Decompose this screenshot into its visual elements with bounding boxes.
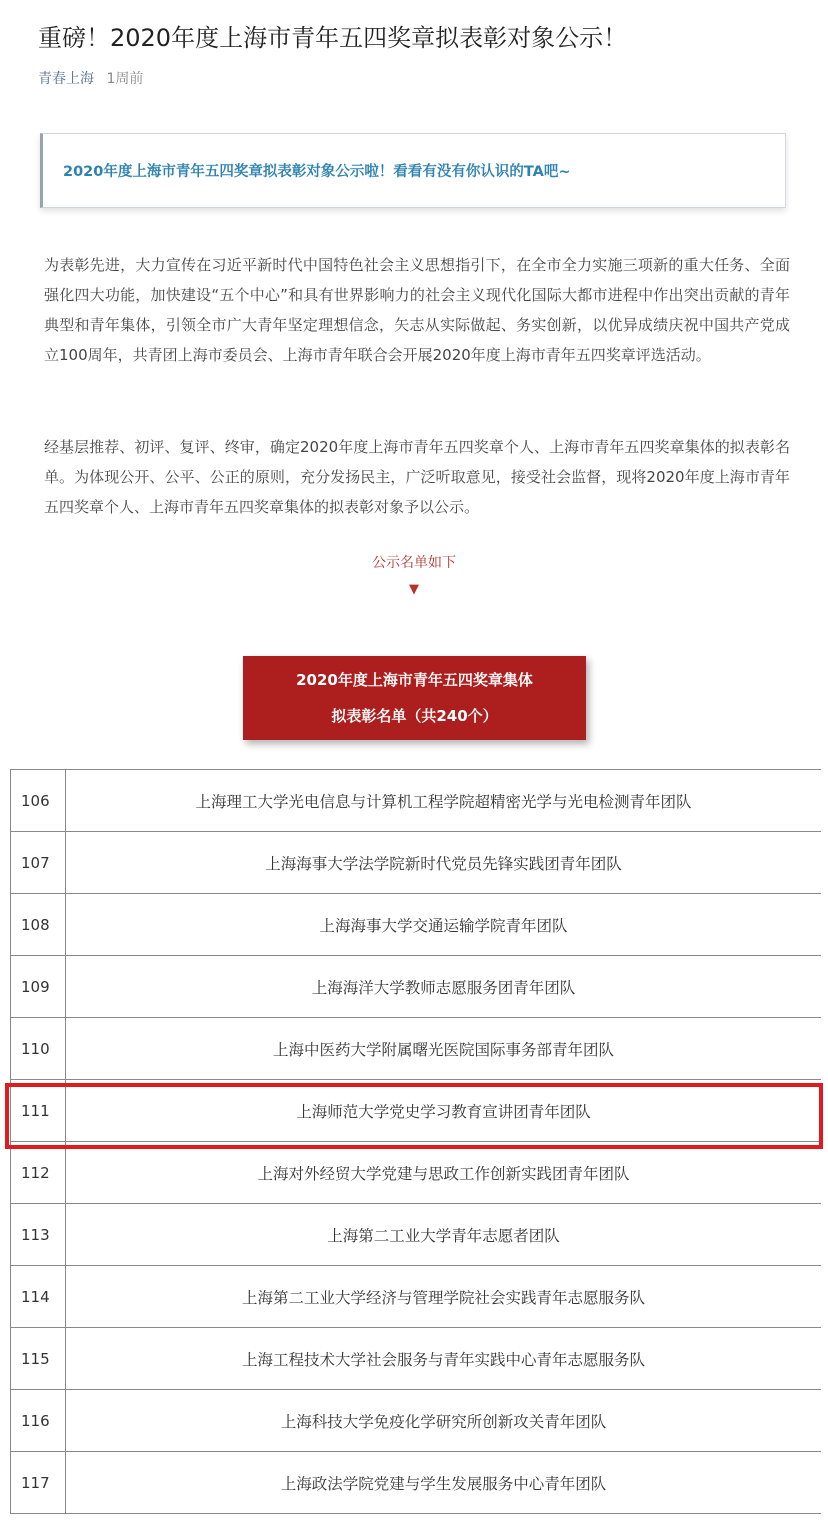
down-arrow-icon: ▼ xyxy=(409,582,419,597)
row-number: 110 xyxy=(11,1018,66,1079)
banner-line-2: 拟表彰名单（共240个） xyxy=(331,707,498,725)
callout-text: 2020年度上海市青年五四奖章拟表彰对象公示啦！看看有没有你认识的TA吧~ xyxy=(63,164,571,180)
table-row xyxy=(11,1142,821,1204)
row-number: 108 xyxy=(11,894,66,955)
notice-label: 公示名单如下 xyxy=(372,555,456,571)
table-row xyxy=(11,832,821,894)
team-name: 上海海洋大学教师志愿服务团青年团队 xyxy=(311,978,576,997)
table-row xyxy=(11,1018,821,1080)
row-number: 111 xyxy=(11,1080,66,1141)
article-source[interactable]: 青春上海 xyxy=(38,71,94,87)
intro-paragraph-1: 为表彰先进，大力宣传在习近平新时代中国特色社会主义思想指引下，在全市全力实施三项新的重大任务、全面强化四大功能，加快建设“五个中心”和具有世界影响力的社会主义现代化国际大都市进程中作出突出贡献的青年典型和青年集体，引领全市广大青年坚定理想信念，矢志从实际做起、务实创新，以优异成绩庆祝中国共产党成立100周年，共青团上海市委员会、上海市青年联合会开展2020年度上海市青年五四奖章评选活动。 xyxy=(44,256,790,364)
team-name: 上海师范大学党史学习教育宣讲团青年团队 xyxy=(296,1102,591,1121)
table-row xyxy=(11,1080,821,1142)
table-row xyxy=(11,956,821,1018)
article-meta xyxy=(38,68,143,88)
team-name: 上海海事大学交通运输学院青年团队 xyxy=(319,916,568,935)
award-table xyxy=(10,769,821,1514)
row-number: 113 xyxy=(11,1204,66,1265)
article-title: 重磅！2020年度上海市青年五四奖章拟表彰对象公示！ xyxy=(38,24,628,52)
callout-box xyxy=(40,133,786,208)
row-number: 106 xyxy=(11,770,66,831)
list-banner xyxy=(243,656,586,740)
row-number: 112 xyxy=(11,1142,66,1203)
table-row xyxy=(11,1452,821,1514)
team-name: 上海第二工业大学青年志愿者团队 xyxy=(327,1226,560,1245)
team-name: 上海理工大学光电信息与计算机工程学院超精密光学与光电检测青年团队 xyxy=(195,792,692,811)
team-name: 上海科技大学免疫化学研究所创新攻关青年团队 xyxy=(280,1412,607,1431)
row-number: 115 xyxy=(11,1328,66,1389)
article-time: 1周前 xyxy=(106,71,144,87)
intro-paragraph-2: 经基层推荐、初评、复评、终审，确定2020年度上海市青年五四奖章个人、上海市青年五四奖章集体的拟表彰名单。为体现公开、公平、公正的原则，充分发扬民主，广泛听取意见，接受社会监督，现将2020年度上海市青年五四奖章个人、上海市青年五四奖章集体的拟表彰对象予以公示。 xyxy=(44,438,790,516)
row-number: 109 xyxy=(11,956,66,1017)
row-number: 117 xyxy=(11,1452,66,1513)
team-name: 上海政法学院党建与学生发展服务中心青年团队 xyxy=(280,1474,607,1493)
banner-line-1: 2020年度上海市青年五四奖章集体 xyxy=(296,671,533,689)
team-name: 上海对外经贸大学党建与思政工作创新实践团青年团队 xyxy=(257,1164,630,1183)
team-name: 上海海事大学法学院新时代党员先锋实践团青年团队 xyxy=(265,854,622,873)
table-row xyxy=(11,1204,821,1266)
team-name: 上海中医药大学附属曙光医院国际事务部青年团队 xyxy=(272,1040,614,1059)
team-name: 上海第二工业大学经济与管理学院社会实践青年志愿服务队 xyxy=(241,1288,645,1307)
table-row xyxy=(11,770,821,832)
table-row xyxy=(11,1390,821,1452)
table-row xyxy=(11,1328,821,1390)
row-number: 107 xyxy=(11,832,66,893)
table-row xyxy=(11,1266,821,1328)
table-row xyxy=(11,894,821,956)
row-number: 114 xyxy=(11,1266,66,1327)
team-name: 上海工程技术大学社会服务与青年实践中心青年志愿服务队 xyxy=(241,1350,645,1369)
row-number: 116 xyxy=(11,1390,66,1451)
